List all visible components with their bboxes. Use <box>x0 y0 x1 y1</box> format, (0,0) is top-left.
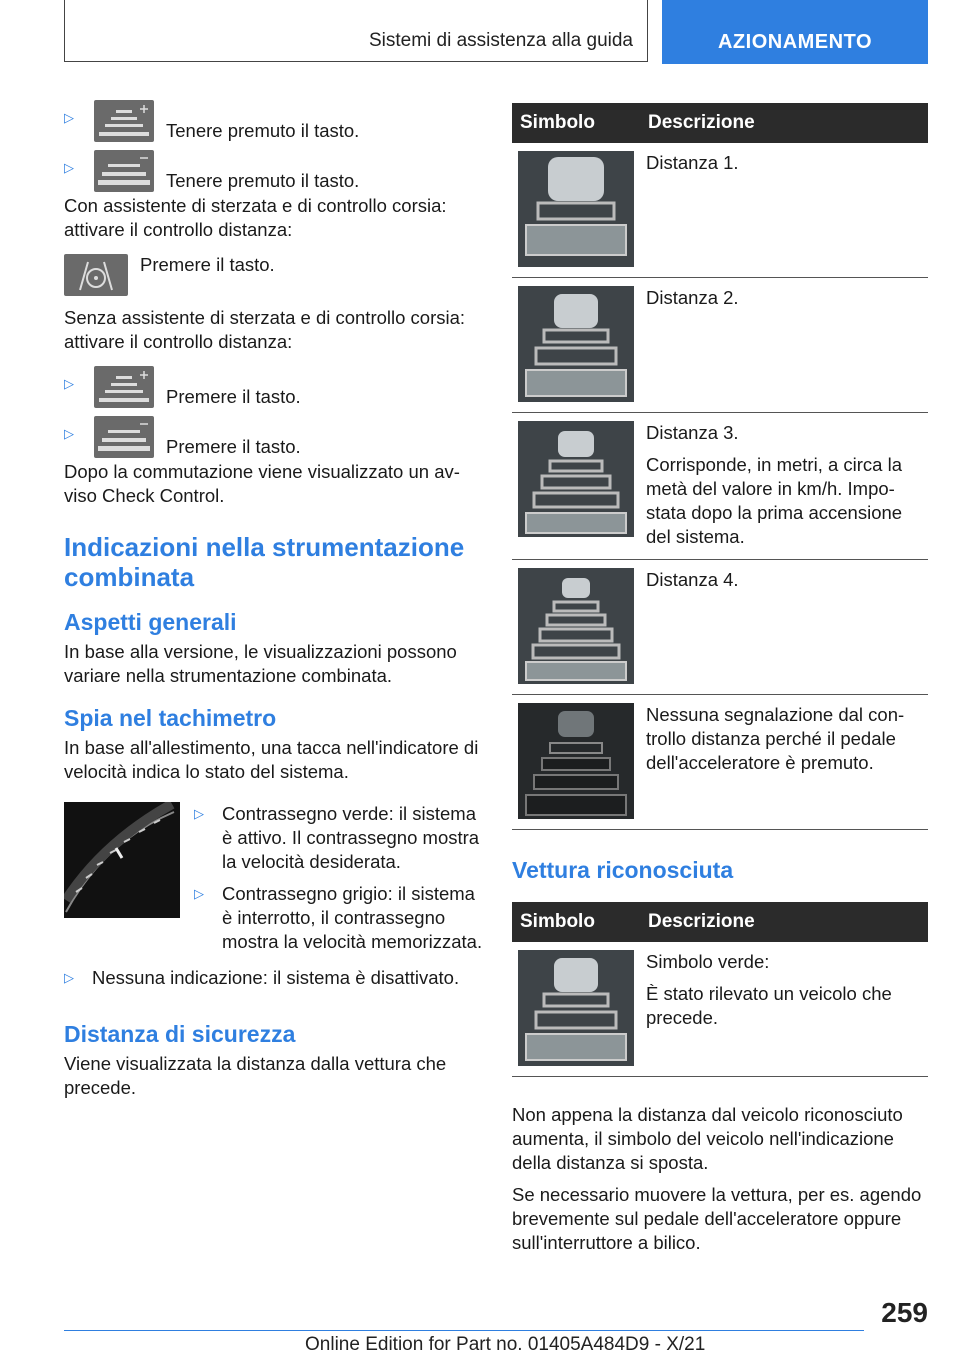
triangle-bullet-icon: ▷ <box>64 970 74 985</box>
paragraph: In base all'allestimento, una tacca nell'indicatore di velocità indica lo stato del sistema. <box>64 737 479 782</box>
paragraph: Non appena la distanza dal veicolo riconosciuto aumenta, il simbolo del veicolo nell'indicazione della distanza si sposta. <box>512 1104 903 1173</box>
column-header: Descrizione <box>640 103 928 143</box>
list-item <box>64 150 484 192</box>
column-header: Simbolo <box>512 902 640 942</box>
description-text: Distanza 3. <box>646 422 739 443</box>
description-text: Corrisponde, in metri, a circa la metà del valore in km/h. Impostata dopo la prima accensione del sistema. <box>646 454 903 547</box>
description-text: Simbolo verde: <box>646 951 770 972</box>
vehicle-detected-image <box>518 950 634 1066</box>
description-cell <box>640 278 928 413</box>
distance-decrease-button-icon <box>94 416 154 458</box>
table-row <box>512 413 928 560</box>
symbol-cell <box>512 278 640 413</box>
table-row <box>512 143 928 278</box>
paragraph: Viene visualizzata la distanza dalla vettura che precede. <box>64 1053 447 1098</box>
instruction-text: Premere il tasto. <box>166 436 301 457</box>
symbol-cell <box>512 942 640 1077</box>
vehicle-detected-table <box>512 902 928 1077</box>
triangle-bullet-icon: ▷ <box>64 160 74 175</box>
subsection-heading: Spia nel tachimetro <box>64 705 277 731</box>
symbol-cell <box>512 695 640 830</box>
triangle-bullet-icon: ▷ <box>194 806 204 821</box>
distance-2-image <box>518 286 634 402</box>
list-item <box>64 100 484 142</box>
column-header: Simbolo <box>512 103 640 143</box>
distance-3-image <box>518 421 634 537</box>
page-header <box>64 0 928 64</box>
speedometer-image <box>64 802 180 918</box>
paragraph: In base alla versione, le visualizzazioni possono variare nella strumentazione combinata. <box>64 641 457 686</box>
triangle-bullet-icon: ▷ <box>64 376 74 391</box>
list-item <box>64 966 484 990</box>
subsection-heading: Vettura riconosciuta <box>512 857 734 883</box>
distance-4-image <box>518 568 634 684</box>
description-cell <box>640 413 928 560</box>
description-cell <box>640 143 928 278</box>
table-row <box>512 695 928 830</box>
subsection-heading: Aspetti generali <box>64 609 237 635</box>
distance-increase-button-icon <box>94 100 154 142</box>
distance-1-image <box>518 151 634 267</box>
section-heading: Indicazioni nella strumentazione combinata <box>64 532 465 592</box>
description-text: Distanza 1. <box>646 152 739 173</box>
bullet-text: Nessuna indicazione: il sistema è disattivato. <box>92 967 460 988</box>
instruction-text: Premere il tasto. <box>166 386 301 407</box>
distance-increase-button-icon <box>94 366 154 408</box>
triangle-bullet-icon: ▷ <box>194 886 204 901</box>
right-column <box>512 103 928 1255</box>
steering-assist-button-icon <box>64 254 128 296</box>
bullet-text: Contrassegno grigio: il sistema è interrotto, il contrassegno mostra la velocità memorizzata. <box>222 883 483 952</box>
paragraph: Se necessario muovere la vettura, per es. agendo brevemente sul pedale dell'acceleratore oppure sull'interruttore a bilico. <box>512 1184 922 1253</box>
description-text: Distanza 4. <box>646 569 739 590</box>
description-text: Nessuna segnalazione dal controllo distanza perché il pedale dell'acceleratore è premuto. <box>646 704 905 773</box>
paragraph: Senza assistente di sterzata e di controllo corsia: attivare il controllo distanza: <box>64 307 466 352</box>
speedometer-block <box>64 802 484 962</box>
header-title: Sistemi di assistenza alla guida <box>368 30 633 51</box>
table-row <box>512 942 928 1077</box>
description-cell <box>640 560 928 695</box>
table-row <box>512 560 928 695</box>
symbol-cell <box>512 413 640 560</box>
list-item <box>194 882 484 954</box>
left-column <box>64 100 484 1100</box>
description-cell <box>640 942 928 1077</box>
instruction-text: Tenere premuto il tasto. <box>166 120 360 141</box>
bullet-text: Contrassegno verde: il sistema è attivo. Il contrassegno mostra la velocità desiderata. <box>222 803 480 872</box>
instruction-text: Tenere premuto il tasto. <box>166 170 360 191</box>
symbol-cell <box>512 143 640 278</box>
page-number: 259 <box>881 1297 928 1328</box>
triangle-bullet-icon: ▷ <box>64 426 74 441</box>
list-item <box>64 254 484 296</box>
description-text: È stato rilevato un veicolo che precede. <box>646 983 892 1028</box>
list-item <box>64 416 484 458</box>
paragraph: Dopo la commutazione viene visualizzato un avviso Check Control. <box>64 461 460 506</box>
distance-table <box>512 103 928 830</box>
column-header: Descrizione <box>640 902 928 942</box>
symbol-cell <box>512 560 640 695</box>
list-item <box>64 366 484 408</box>
distance-decrease-button-icon <box>94 150 154 192</box>
edition-text: Online Edition for Part no. 01405A484D9 - X/21 <box>305 1334 706 1355</box>
triangle-bullet-icon: ▷ <box>64 110 74 125</box>
list-item <box>194 802 484 874</box>
bullet-list <box>180 802 484 962</box>
instruction-text: Premere il tasto. <box>140 254 275 275</box>
description-cell <box>640 695 928 830</box>
footer-divider <box>64 1330 864 1331</box>
header-section-tab: AZIONAMENTO <box>662 0 928 64</box>
distance-inactive-image <box>518 703 634 819</box>
table-row <box>512 278 928 413</box>
subsection-heading: Distanza di sicurezza <box>64 1021 296 1047</box>
header-title-box <box>64 0 648 62</box>
description-text: Distanza 2. <box>646 287 739 308</box>
paragraph: Con assistente di sterzata e di controllo corsia: attivare il controllo distanza: <box>64 195 447 240</box>
